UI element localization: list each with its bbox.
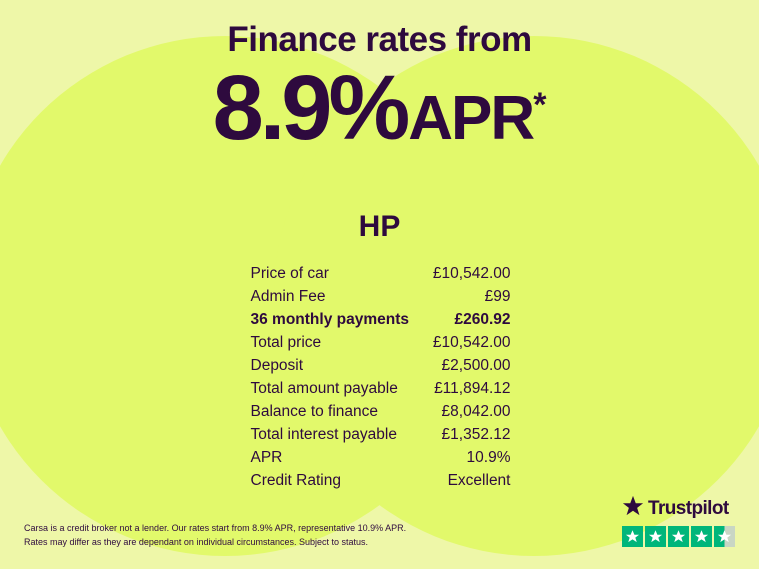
star-icon [622, 495, 644, 522]
row-value: £2,500.00 [441, 356, 511, 374]
row-value: £10,542.00 [432, 333, 511, 351]
rate-display [0, 57, 759, 159]
row-label: Total amount payable [250, 379, 398, 397]
half-star-icon [714, 526, 735, 547]
trustpilot-stars [622, 526, 737, 547]
row-label: APR [250, 448, 283, 466]
table-row [251, 354, 511, 377]
rate-unit: APR [408, 84, 534, 153]
product-type-title: HP [358, 210, 401, 243]
star-icon [691, 526, 712, 547]
table-row [251, 331, 511, 354]
row-value: £11,894.12 [434, 379, 511, 397]
row-label: Balance to finance [250, 402, 379, 420]
table-row [251, 469, 511, 492]
row-value: Excellent [447, 471, 511, 489]
table-row [251, 262, 511, 285]
trustpilot-logo [622, 495, 737, 522]
finance-breakdown-table [249, 262, 511, 492]
table-row [251, 446, 511, 469]
row-label: Deposit [250, 356, 304, 374]
table-row [251, 285, 511, 308]
disclaimer-line-1: Carsa is a credit broker not a lender. Our rates start from 8.9% APR, representative 10.9% APR. [24, 523, 407, 533]
asterisk-marker: * [533, 86, 547, 124]
row-label: 36 monthly payments [250, 310, 409, 328]
row-label: Admin Fee [250, 287, 326, 305]
rate-number: 8.9% [212, 57, 407, 159]
table-row [251, 423, 511, 446]
disclaimer-text [24, 522, 444, 549]
table-row [251, 400, 511, 423]
disclaimer-line-2: Rates may differ as they are dependant on individual circumstances. Subject to status. [24, 536, 369, 547]
row-label: Total interest payable [250, 425, 397, 443]
row-label: Credit Rating [250, 471, 341, 489]
table-row [251, 377, 511, 400]
row-label: Total price [250, 333, 322, 351]
star-icon [645, 526, 666, 547]
row-value: £99 [484, 287, 511, 305]
row-label: Price of car [250, 264, 329, 282]
trustpilot-name: Trustpilot [648, 497, 729, 519]
star-icon [668, 526, 689, 547]
trustpilot-rating [622, 495, 737, 547]
row-value: £8,042.00 [441, 402, 511, 420]
row-value: 10.9% [466, 448, 511, 466]
row-value: £1,352.12 [441, 425, 511, 443]
star-icon [622, 526, 643, 547]
table-row [251, 308, 511, 331]
row-value: £10,542.00 [432, 264, 511, 282]
page-title: Finance rates from [227, 20, 532, 59]
row-value: £260.92 [454, 310, 511, 328]
